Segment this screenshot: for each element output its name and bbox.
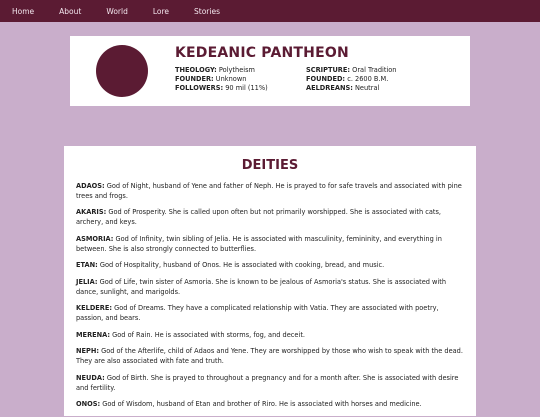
pantheon-emblem [96, 45, 148, 97]
nav-stories-link[interactable]: Stories [194, 6, 220, 16]
nav-world-link[interactable]: World [106, 6, 128, 16]
deity-description: God of Prosperity. She is called upon often but not primarily worshipped. She is associated with cats, archery, and keys. [76, 208, 442, 227]
deity-description: God of Rain. He is associated with storms, fog, and deceit. [112, 330, 305, 339]
deity-entry-adaos [76, 182, 466, 201]
nav-about-link[interactable]: About [59, 6, 82, 16]
deity-name: NEPH: [76, 347, 100, 356]
fact-founder [175, 75, 306, 83]
deity-description: God of Hospitality, husband of Onos. He is associated with cooking, bread, and music. [99, 261, 385, 270]
deity-description: God of Dreams. They have a complicated relationship with Vatia. They are associated with poetry, passion, and bears. [76, 304, 439, 323]
deity-entry-keldere [76, 304, 466, 323]
fact-label: FOUNDED: [306, 75, 346, 83]
deity-name: MERENA: [76, 330, 111, 339]
deity-description: God of Birth. She is prayed to throughout a pregnancy and for a month after. She is associated with desire and fertility. [76, 373, 459, 392]
nav-home-link[interactable]: Home [12, 6, 35, 16]
fact-value: 90 mil (11%) [225, 84, 268, 92]
deity-entry-neph [76, 347, 466, 366]
deity-name: ADAOS: [76, 182, 105, 190]
deity-entry-akaris [76, 208, 466, 227]
deity-entry-onos [76, 400, 466, 410]
deity-name: JELIA: [76, 277, 98, 286]
deity-description: God of Wisdom, husband of Etan and brother of Riro. He is associated with horses and medicine. [102, 400, 422, 409]
fact-label: AELDREANS: [306, 84, 353, 92]
fact-scripture [306, 66, 465, 74]
fact-value: c. 2600 B.M. [347, 75, 389, 83]
deity-name: NEUDA: [76, 373, 105, 382]
deity-name: ASMORIA: [76, 234, 114, 243]
deity-description: God of Night, husband of Yene and father of Neph. He is prayed to for safe travels and associated with pine trees and frogs. [76, 182, 462, 200]
deity-list [76, 182, 466, 417]
deity-name: ETAN: [76, 261, 98, 270]
fact-label: SCRIPTURE: [306, 66, 351, 74]
deity-name: ONOS: [76, 400, 101, 409]
deity-entry-jelia [76, 278, 466, 297]
fact-theology [175, 66, 306, 74]
fact-label: THEOLOGY: [175, 66, 217, 74]
deity-name: AKARIS: [76, 208, 107, 217]
fact-followers [175, 84, 306, 92]
deities-card [64, 146, 476, 416]
fact-value: Polytheism [218, 66, 255, 74]
deity-entry-merena [76, 331, 466, 341]
deity-entry-neuda [76, 374, 466, 393]
nav-lore-link[interactable]: Lore [152, 6, 170, 16]
pantheon-facts [175, 66, 465, 92]
deity-description: God of Life, twin sister of Asmoria. She is known to be jealous of Asmoria's status. She is associated with dance, sunlight, and marigolds. [76, 277, 447, 296]
deities-heading: DEITIES [241, 158, 299, 173]
fact-label: FOUNDER: [175, 75, 214, 83]
deity-description: God of Infinity, twin sibling of Jelia. He is associated with masculinity, femininity, and everything in between. She is also strongly connected to butterflies. [76, 234, 442, 253]
fact-founded [306, 75, 465, 83]
deity-entry-asmoria [76, 235, 466, 254]
fact-value: Unknown [215, 75, 247, 83]
top-navigation [0, 0, 540, 22]
deity-description: God of the Afterlife, child of Adaos and Yene. They are worshipped by those who wish to speak with the dead. They are also associated with fate and truth. [76, 347, 463, 366]
fact-value: Neutral [354, 84, 380, 92]
deity-entry-etan [76, 261, 466, 271]
deity-name: KELDERE: [76, 304, 113, 313]
fact-label: FOLLOWERS: [175, 84, 224, 92]
fact-aeldreans [306, 84, 465, 92]
fact-value: Oral Tradition [352, 66, 397, 74]
page-title: KEDEANIC PANTHEON [175, 45, 349, 61]
pantheon-info-card [70, 36, 470, 106]
